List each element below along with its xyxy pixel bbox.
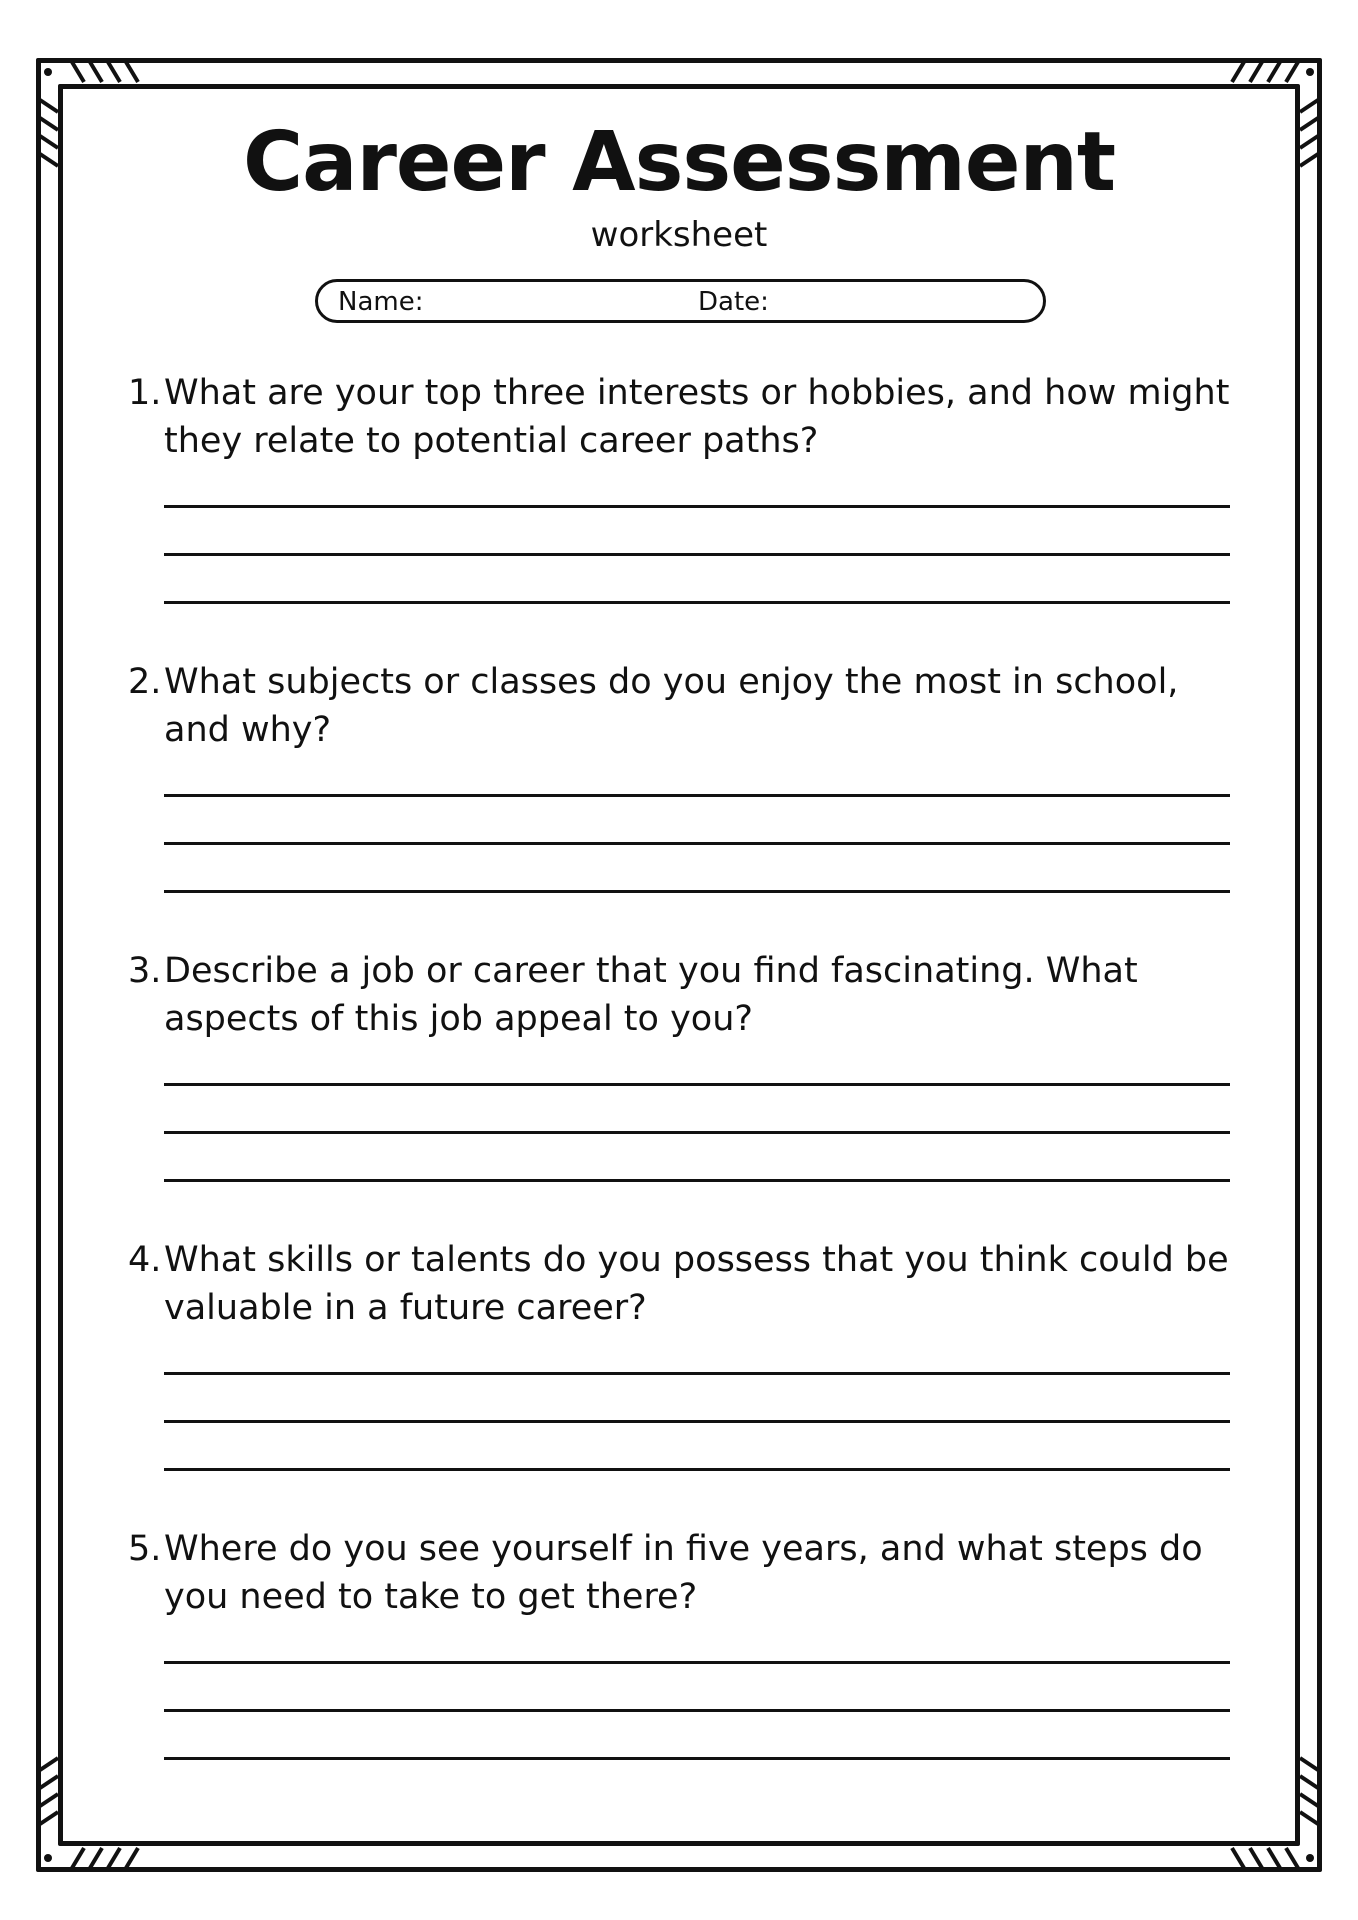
answer-line[interactable]	[164, 1757, 1230, 1760]
answer-line[interactable]	[164, 1131, 1230, 1134]
name-label: Name:	[338, 287, 424, 317]
answer-line[interactable]	[164, 1083, 1230, 1086]
answer-line[interactable]	[164, 1372, 1230, 1375]
answer-line[interactable]	[164, 1468, 1230, 1471]
question-text: What are your top three interests or hobbies, and how might they relate to potential career paths?	[164, 373, 1230, 461]
answer-line[interactable]	[164, 553, 1230, 556]
question-number: 3.	[128, 951, 162, 991]
question-number: 4.	[128, 1240, 162, 1280]
question-number: 2.	[128, 662, 162, 702]
answer-line[interactable]	[164, 842, 1230, 845]
worksheet-title: Career Assessment	[242, 115, 1116, 210]
answer-line[interactable]	[164, 1709, 1230, 1712]
question-text: Describe a job or career that you find fascinating. What aspects of this job appeal to you?	[164, 951, 1138, 1039]
name-date-field[interactable]	[315, 279, 1046, 323]
date-label: Date:	[698, 287, 769, 317]
question-number: 5.	[128, 1529, 162, 1569]
answer-line[interactable]	[164, 505, 1230, 508]
answer-line[interactable]	[164, 1661, 1230, 1664]
question-text: What subjects or classes do you enjoy the most in school, and why?	[164, 662, 1179, 750]
question-text: What skills or talents do you possess that you think could be valuable in a future career?	[164, 1240, 1229, 1328]
question-number: 1.	[128, 373, 162, 413]
answer-line[interactable]	[164, 1420, 1230, 1423]
answer-line[interactable]	[164, 601, 1230, 604]
worksheet-subtitle: worksheet	[590, 215, 768, 255]
question-text: Where do you see yourself in five years, and what steps do you need to take to get there?	[164, 1529, 1203, 1617]
answer-line[interactable]	[164, 794, 1230, 797]
answer-line[interactable]	[164, 1179, 1230, 1182]
answer-line[interactable]	[164, 890, 1230, 893]
